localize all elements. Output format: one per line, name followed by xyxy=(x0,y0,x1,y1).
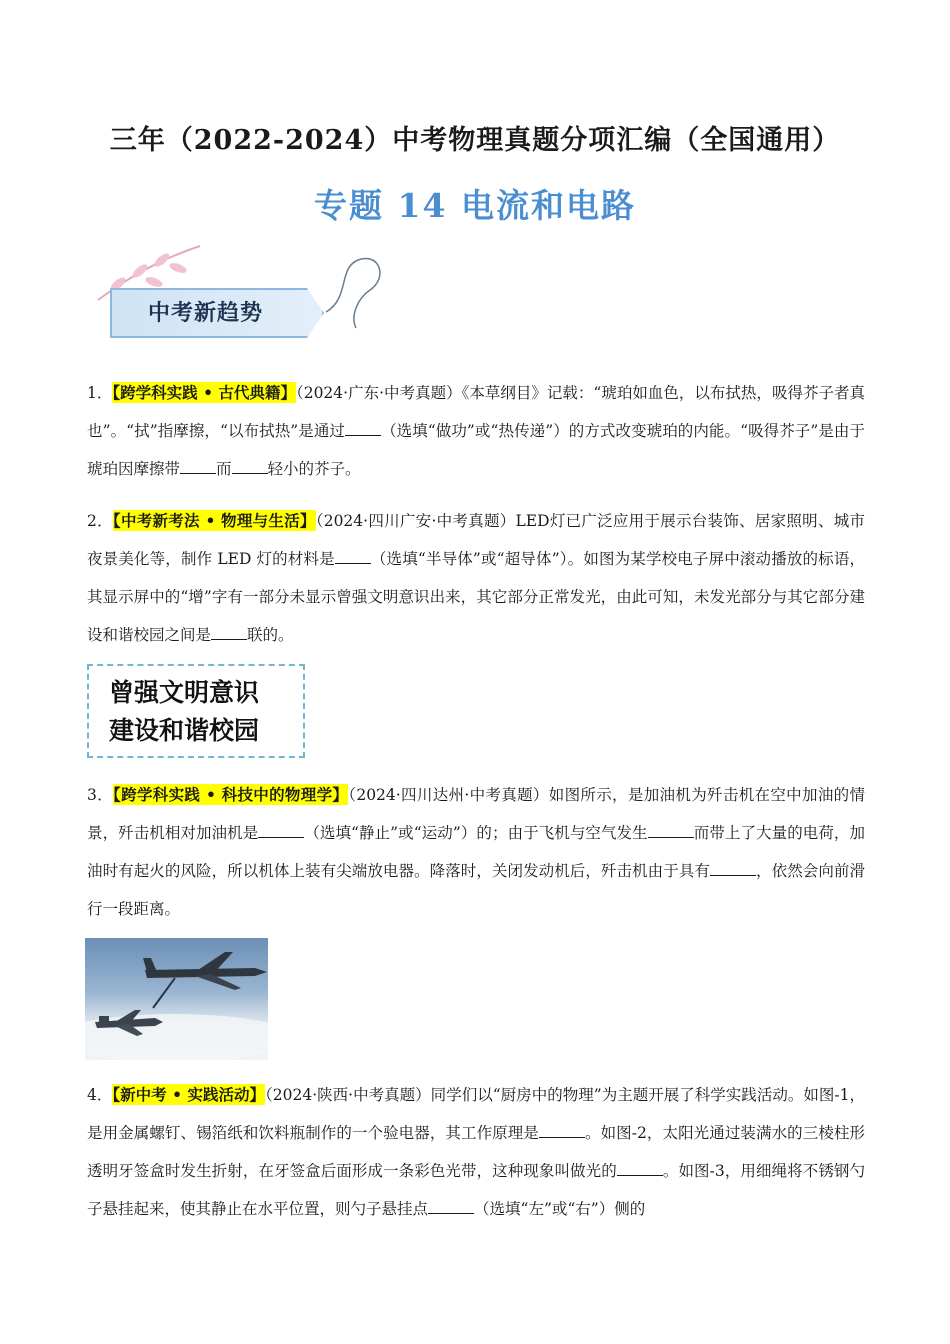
answer-blank[interactable] xyxy=(617,1175,663,1176)
document-title: 三年（2022-2024）中考物理真题分项汇编（全国通用） xyxy=(109,125,841,156)
answer-blank[interactable] xyxy=(539,1137,585,1138)
question-tag: 【中考新考法 • 物理与生活】 xyxy=(112,511,316,530)
sign-line-2: 建设和谐校园 xyxy=(109,716,260,745)
question-3: 3．【跨学科实践 • 科技中的物理学】（2024·四川达州·中考真题）如图所示，是加油机为歼击机在空中加油的情景，歼击机相对加油机是 （选填“静止”或“运动”）的；由于飞机与空气发生 而带上了大量的电荷，加油时有起火的风险，所以机体上装有尖端放电器。降落时，关闭发动机后，歼击机由于具有 ，依然会向前滑行一段距离。 xyxy=(87,785,865,918)
sign-line-1: 曾强文明意识 xyxy=(109,678,260,707)
answer-blank[interactable] xyxy=(335,563,371,564)
aircraft-icon xyxy=(85,938,268,1060)
question-1: 1．【跨学科实践 • 古代典籍】（2024·广东·中考真题）《本草纲目》记载：“琥珀如血色，以布拭热，吸得芥子者真也”。“拭”指摩擦，“以布拭热”是通过 （选填“做功”或“热传递”）的方式改变琥珀的内能。“吸得芥子”是由于琥珀因摩擦带 而 轻小的芥子。 xyxy=(87,383,866,478)
answer-blank[interactable] xyxy=(648,837,694,838)
answer-blank[interactable] xyxy=(232,473,268,474)
topic-subtitle: 专题 14 电流和电路 xyxy=(314,186,636,225)
answer-blank[interactable] xyxy=(710,875,756,876)
aerial-refueling-photo xyxy=(85,938,268,1060)
answer-blank[interactable] xyxy=(345,435,381,436)
question-2: 2．【中考新考法 • 物理与生活】（2024·四川广安·中考真题）LED灯已广泛应用于展示台装饰、居家照明、城市夜景美化等，制作 LED 灯的材料是 （选填“半导体”或“超导体”）。如图为某学校电子屏中滚动播放的标语，其显示屏中的“增”字有一部分未显示曾强文明意识出来，其它部分正常发光，由此可知，未发光部分与其它部分建设和谐校园之间是 联的。 xyxy=(87,511,865,644)
trend-label: 中考新趋势 xyxy=(148,301,264,326)
question-tag: 【跨学科实践 • 古代典籍】 xyxy=(112,383,296,402)
led-sign-figure xyxy=(87,664,305,758)
answer-blank[interactable] xyxy=(258,837,304,838)
question-tag: 【跨学科实践 • 科技中的物理学】 xyxy=(113,785,349,804)
question-tag: 【新中考 • 实践活动】 xyxy=(112,1085,265,1104)
question-4: 4．【新中考 • 实践活动】（2024·陕西·中考真题）同学们以“厨房中的物理”为主题开展了科学实践活动。如图-1，是用金属螺钉、锡箔纸和饮料瓶制作的一个验电器，其工作原理是 。如图-2，太阳光通过装满水的三棱柱形透明牙签盒时发生折射，在牙签盒后面形成一条彩色光带，这种现象叫做光的 。如图-3，用细绳将不锈钢勺子悬挂起来，使其静止在水平位置，则勺子悬挂点 （选填“左”或“右”）侧的 xyxy=(87,1085,866,1218)
trend-banner xyxy=(88,238,388,348)
answer-blank[interactable] xyxy=(428,1213,474,1214)
answer-blank[interactable] xyxy=(211,639,247,640)
answer-blank[interactable] xyxy=(180,473,216,474)
